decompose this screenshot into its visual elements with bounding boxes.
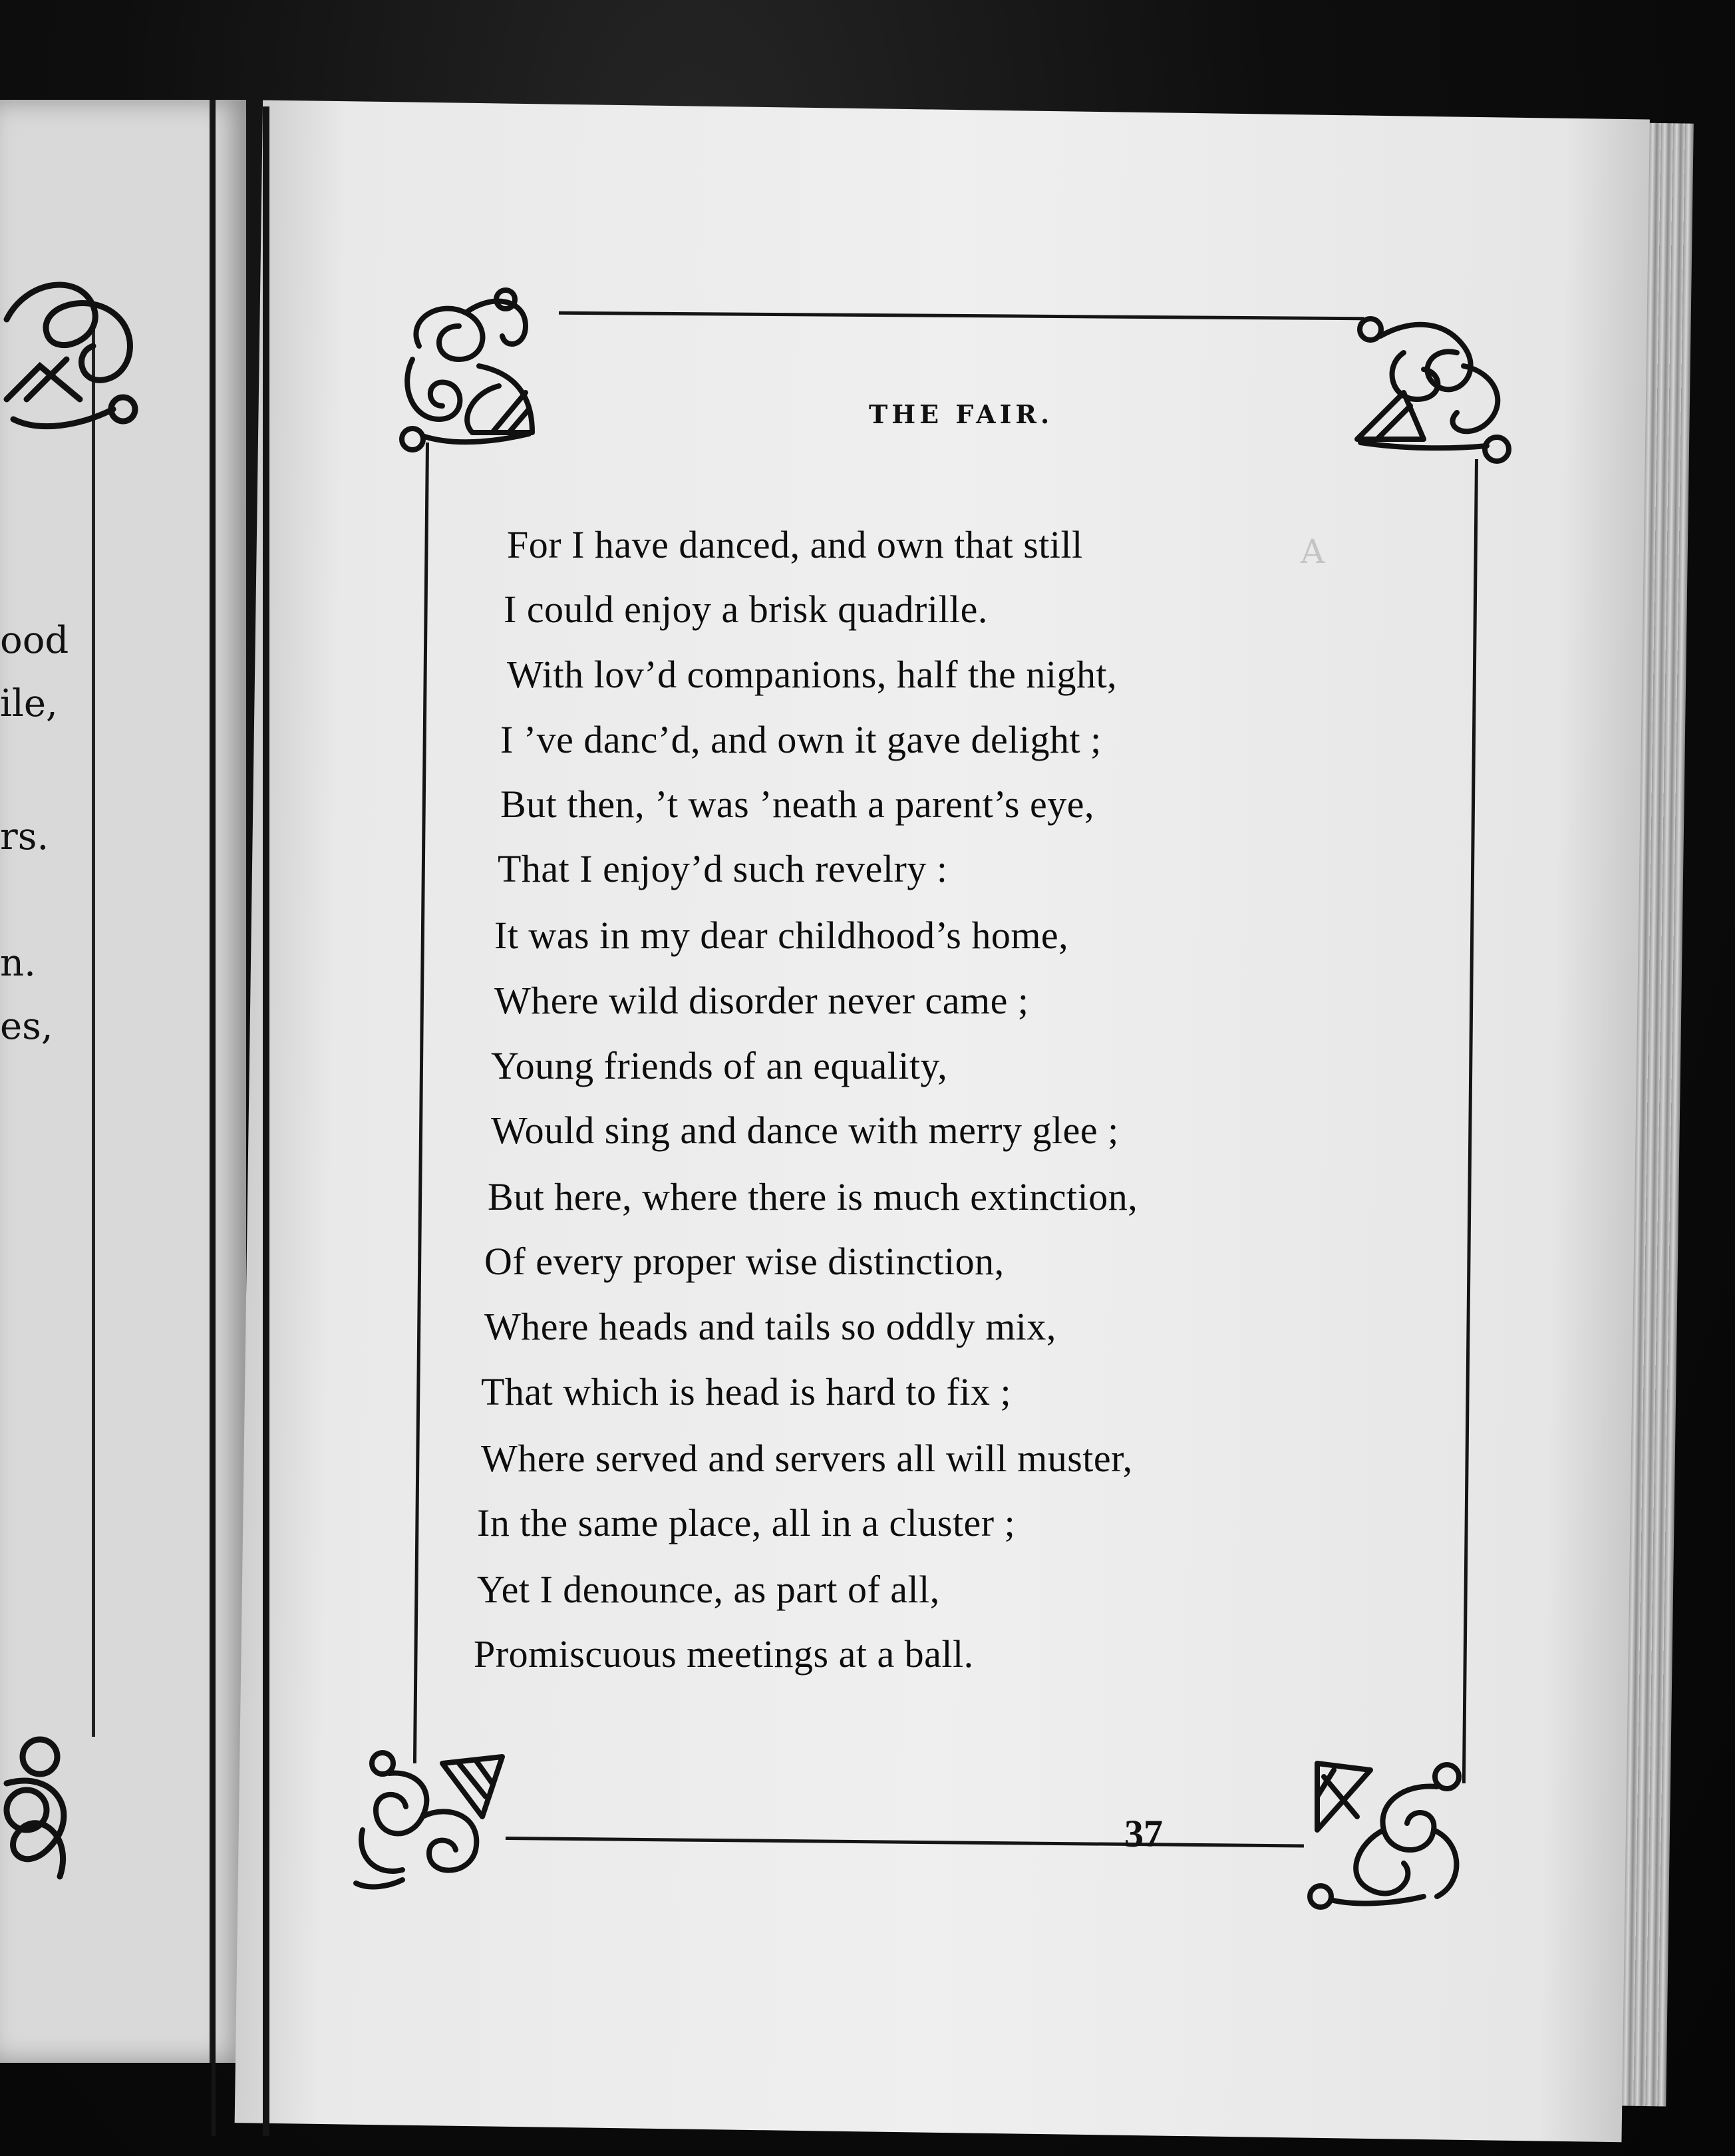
left-page-text: ile,: [0, 682, 58, 725]
left-page-text: rs.: [0, 815, 49, 858]
left-page-text: ood: [0, 619, 69, 662]
scroll-flourish-icon: [393, 286, 552, 452]
poem-line: With lov’d companions, half the night,: [507, 653, 1118, 696]
poem-line: It was in my dear childhood’s home,: [494, 914, 1069, 957]
poem-line: For I have danced, and own that still: [507, 523, 1083, 566]
left-frame-line: [92, 326, 95, 1737]
scroll-flourish-icon: [0, 1730, 106, 1903]
scroll-flourish-icon: [0, 266, 146, 439]
poem-line: Would sing and dance with merry glee ;: [491, 1109, 1119, 1152]
scroll-flourish-icon: [349, 1743, 522, 1896]
poem-line: But then, ’t was ’neath a parent’s eye,: [500, 783, 1094, 826]
poem-line: Where heads and tails so oddly mix,: [484, 1305, 1056, 1348]
scroll-flourish-icon: [1350, 306, 1517, 472]
left-page-text: n.: [0, 942, 36, 985]
running-head: THE FAIR.: [869, 399, 1054, 429]
page-number: 37: [1124, 1812, 1163, 1855]
poem-line: Young friends of an equality,: [491, 1044, 948, 1087]
poem-line: Promiscuous meetings at a ball.: [474, 1632, 974, 1676]
scroll-flourish-icon: [1304, 1757, 1470, 1916]
poem-line: Yet I denounce, as part of all,: [477, 1568, 940, 1611]
book-scan: ood ile, rs. n. es, A THE FAIR. For I have danced, and own that still I could enjoy a brisk quadrille. With lov’d companions, half the night, I ’ve danc’d, and own it gave delight ; But then, ’t was ’neath a parent’s eye, That I enjoy’d such revelry : It was in my dear childhood’s home, Where wild disorder never came ; Young friends of an equality, Would sing and dance with merry glee ; But here, where there is much extinction, Of every proper wise distinction, Where heads and tails so oddly mix, That which is head is hard to fix ; Where served and servers all will muster, In the same place, all in a cluster ; Yet I denounce, as part of all, Promiscuous meetings at a ball. 37: [0, 0, 1735, 2156]
poem-line: But here, where there is much extinction,: [488, 1175, 1138, 1218]
left-page-text: es,: [0, 1005, 53, 1048]
poem-line: Where wild disorder never came ;: [494, 979, 1029, 1022]
poem-line: That I enjoy’d such revelry :: [498, 847, 948, 890]
poem-line: In the same place, all in a cluster ;: [477, 1501, 1016, 1544]
poem-line: That which is head is hard to fix ;: [481, 1370, 1012, 1413]
gutter-line: [263, 106, 269, 2136]
poem-line: Where served and servers all will muster,: [481, 1437, 1133, 1480]
poem-line: I ’ve danc’d, and own it gave delight ;: [500, 718, 1102, 761]
poem-line: Of every proper wise distinction,: [484, 1240, 1005, 1283]
gutter-shadow: [212, 100, 216, 2136]
poem-line: I could enjoy a brisk quadrille.: [504, 588, 988, 631]
